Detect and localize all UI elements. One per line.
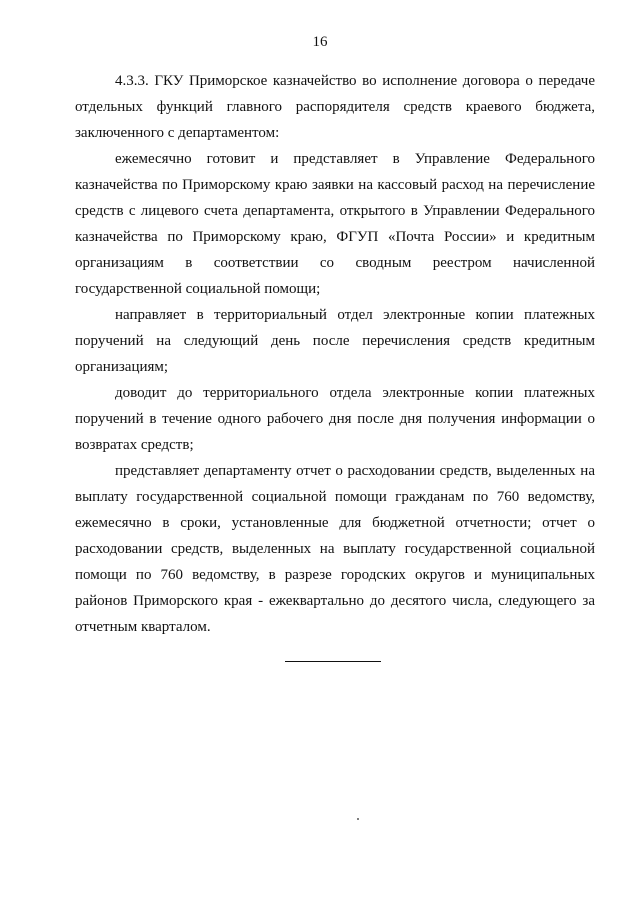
document-body [75,68,595,640]
scan-speck [357,818,359,820]
paragraph-payment-copies-returns: доводит до территориального отдела электронные копии платежных поручений в течение одного рабочего дня после дня получения информации о возвратах средств; [75,385,595,453]
end-separator-line [285,661,381,662]
paragraph-expenditure-report: представляет департаменту отчет о расходовании средств, выделенных на выплату государственной социальной помощи гражданам по 760 ведомству, ежемесячно в сроки, установленные для бюджетной отчетности; отчет о расходовании средств, выделенных на выплату государственной социальной помощи по 760 ведомству, в разрезе городских округов и муниципальных районов Приморского края - ежеквартально до десятого числа, следующего за отчетным кварталом. [75,463,595,635]
paragraph-monthly-requests: ежемесячно готовит и представляет в Управление Федерального казначейства по Приморскому краю заявки на кассовый расход на перечисление средств с лицевого счета департамента, открытого в Управлении Федерального казначейства по Приморскому краю, ФГУП «Почта России» и кредитным организациям в соответствии со сводным реестром начисленной государственной социальной помощи; [75,151,595,297]
page-number: 16 [312,34,328,50]
paragraph-section-4-3-3: 4.3.3. ГКУ Приморское казначейство во исполнение договора о передаче отдельных функций главного распорядителя средств краевого бюджета, заключенного с департаментом: [75,73,595,141]
paragraph-payment-copies-next-day: направляет в территориальный отдел электронные копии платежных поручений на следующий день после перечисления средств кредитным организациям; [75,307,595,375]
